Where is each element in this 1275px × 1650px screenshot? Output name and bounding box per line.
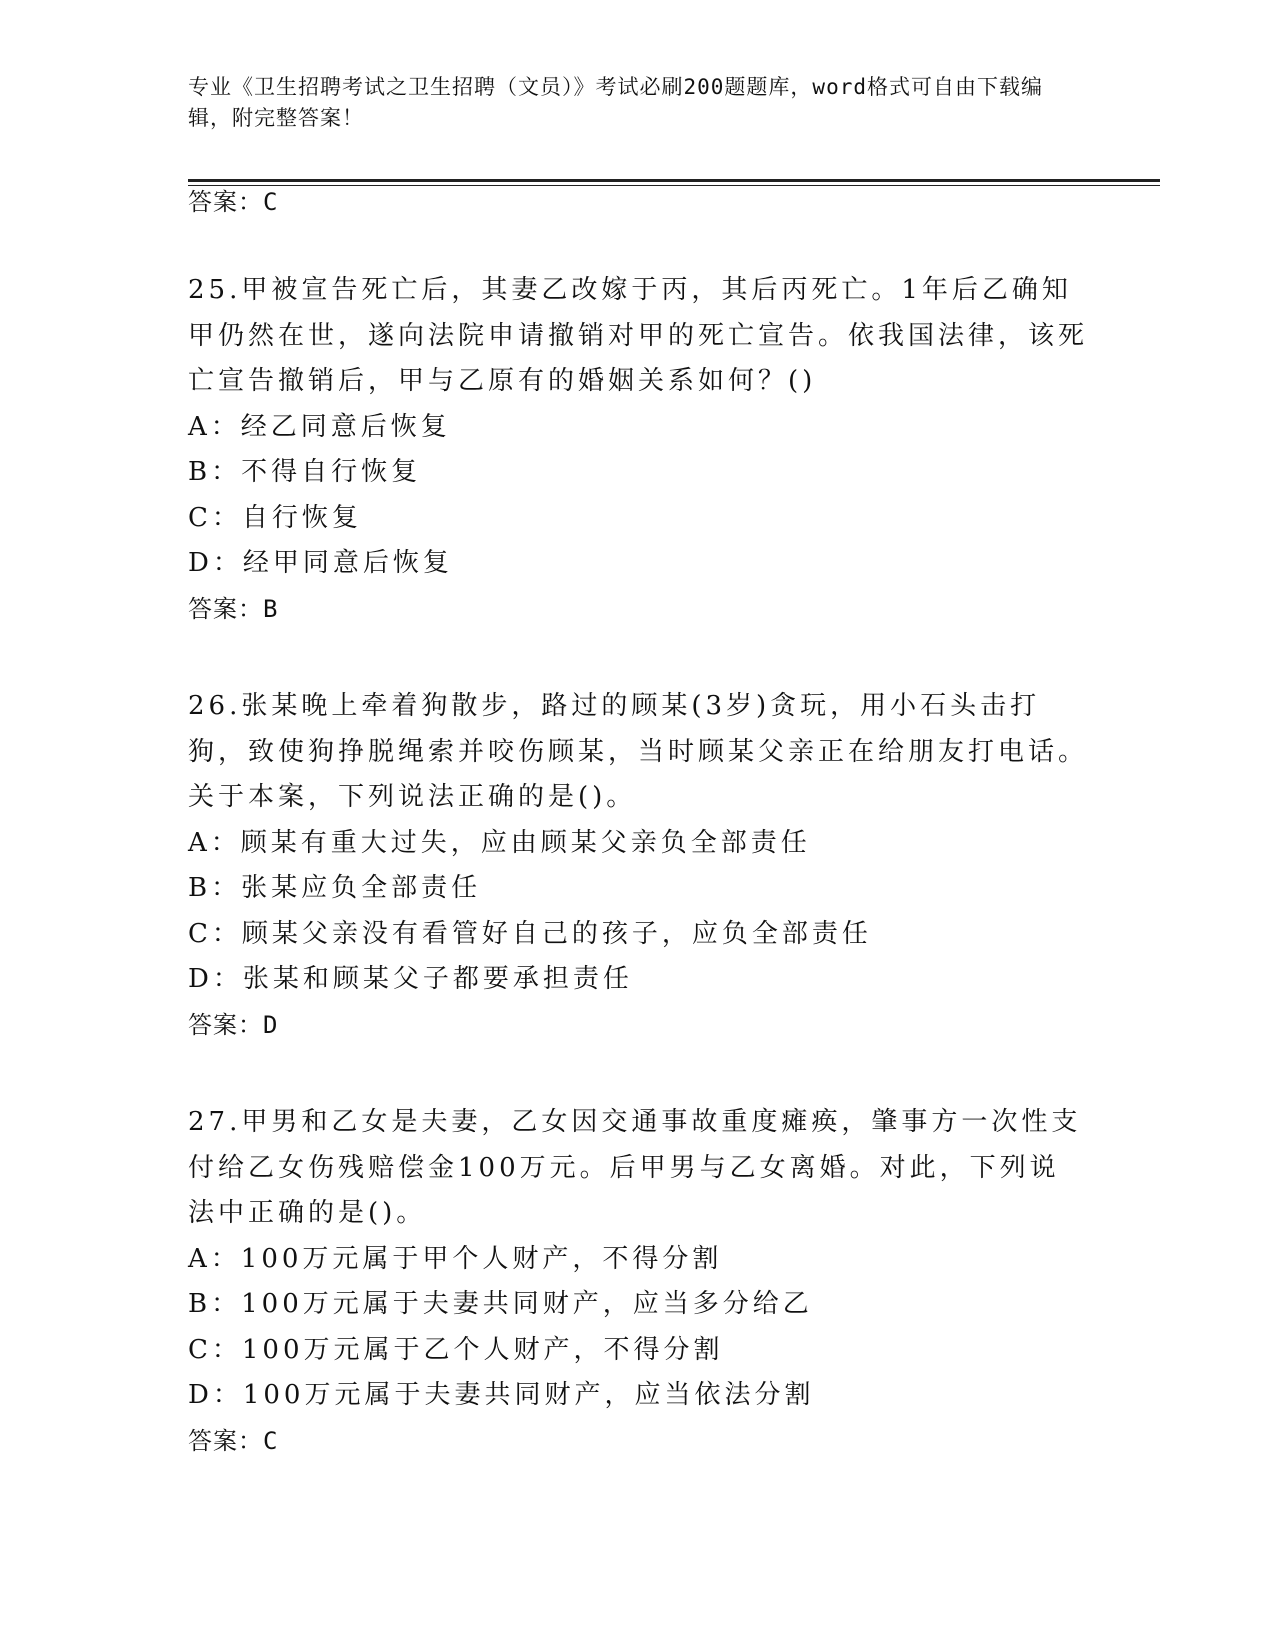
question-26: [188, 684, 1088, 1048]
header-divider-thin: [188, 185, 1160, 186]
option-a: A：顾某有重大过失，应由顾某父亲负全部责任: [188, 827, 811, 858]
question-stem: 26.张某晚上牵着狗散步，路过的顾某(3岁)贪玩，用小石头击打狗，致使狗挣脱绳索并咬伤顾某，当时顾某父亲正在给朋友打电话。关于本案，下列说法正确的是()。: [188, 691, 1089, 812]
question-stem: 25.甲被宣告死亡后，其妻乙改嫁于丙，其后丙死亡。1年后乙确知甲仍然在世，遂向法院申请撤销对甲的死亡宣告。依我国法律，该死亡宣告撤销后，甲与乙原有的婚姻关系如何？(): [188, 275, 1089, 396]
question-answer: 答案：B: [188, 594, 279, 623]
previous-answer: 答案：C: [188, 188, 279, 216]
header-text: 专业《卫生招聘考试之卫生招聘（文员）》考试必刷200题题库，word格式可自由下载编辑，附完整答案！: [188, 75, 1043, 130]
option-d: D：张某和顾某父子都要承担责任: [188, 964, 633, 994]
header-divider-thick: [188, 179, 1160, 182]
option-b: B：不得自行恢复: [188, 457, 422, 487]
option-a: A：100万元属于甲个人财产，不得分割: [188, 1243, 723, 1274]
question-25: [188, 268, 1088, 632]
option-c: C：自行恢复: [188, 502, 362, 533]
question-stem: 27.甲男和乙女是夫妻，乙女因交通事故重度瘫痪，肇事方一次性支付给乙女伤残赔偿金100万元。后甲男与乙女离婚。对此，下列说法中正确的是()。: [188, 1107, 1082, 1228]
option-b: B：张某应负全部责任: [188, 873, 482, 903]
option-d: D：经甲同意后恢复: [188, 548, 453, 578]
option-a: A：经乙同意后恢复: [188, 411, 451, 442]
option-d: D：100万元属于夫妻共同财产，应当依法分割: [188, 1380, 815, 1410]
question-answer: 答案：C: [188, 1426, 279, 1455]
question-answer: 答案：D: [188, 1010, 279, 1039]
page-header: [188, 72, 1068, 134]
option-b: B：100万元属于夫妻共同财产，应当多分给乙: [188, 1289, 813, 1319]
question-27: [188, 1100, 1088, 1464]
option-c: C：顾某父亲没有看管好自己的孩子，应负全部责任: [188, 918, 872, 949]
option-c: C：100万元属于乙个人财产，不得分割: [188, 1334, 724, 1365]
